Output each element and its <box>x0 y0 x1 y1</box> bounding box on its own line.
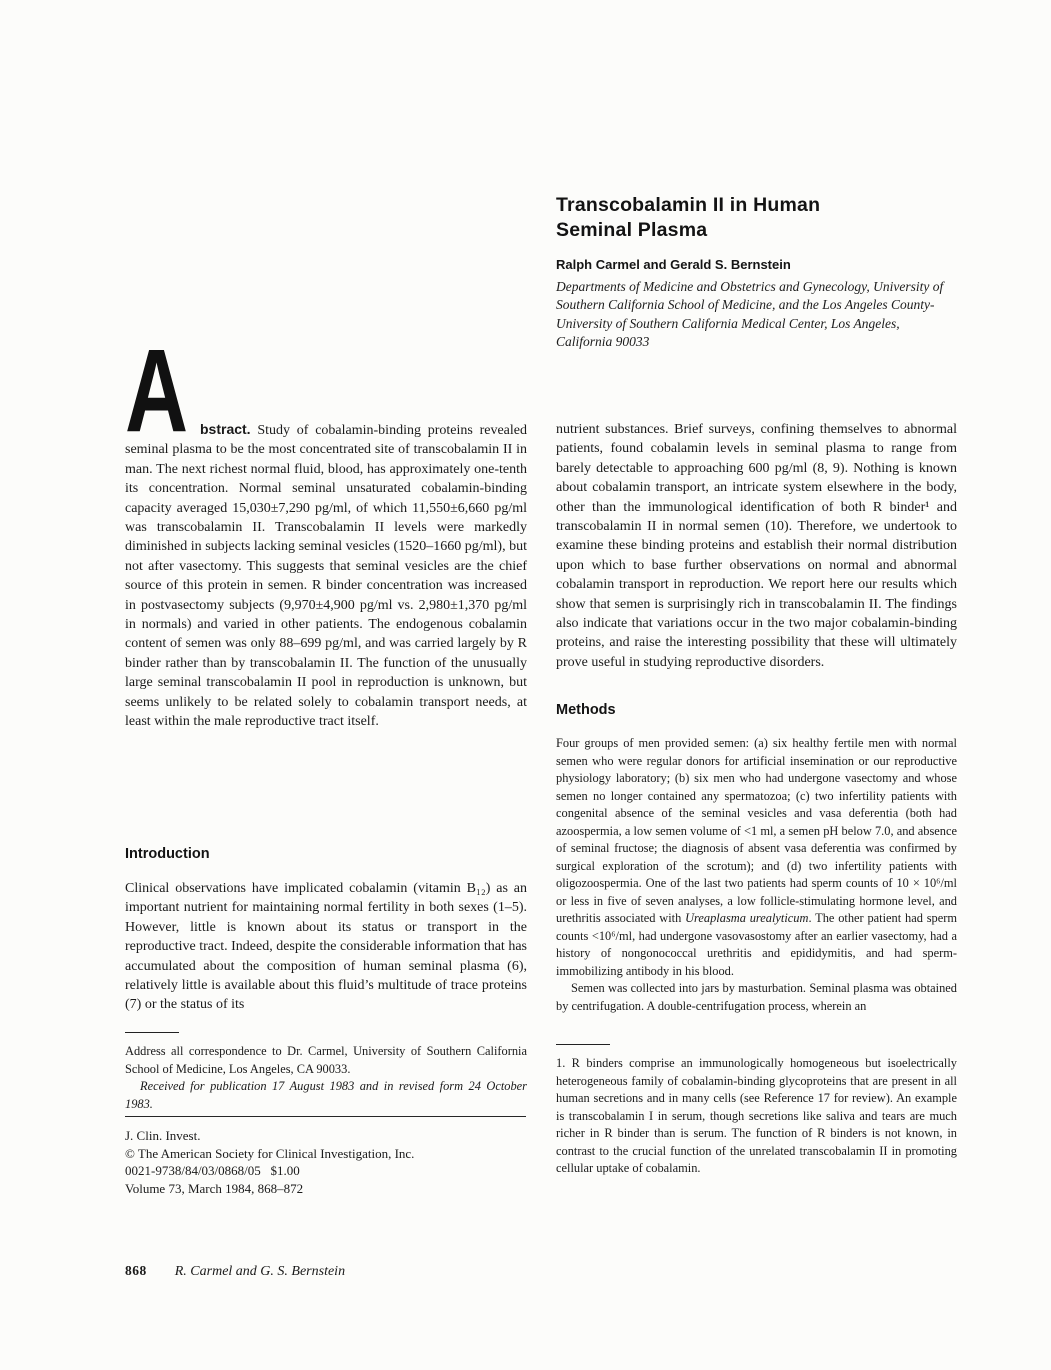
abstract-label: bstract. <box>200 421 251 437</box>
footnote-rule <box>125 1032 179 1033</box>
r-binder-footnote <box>556 1044 957 1178</box>
running-title: R. Carmel and G. S. Bernstein <box>174 1264 346 1279</box>
introduction-heading: Introduction <box>125 846 210 862</box>
methods-paragraph-1 <box>556 735 957 980</box>
introduction-paragraph-left: Clinical observations have implicated cobalamin (vitamin B₁₂) as an important nutrient for maintaining normal fertility in both sexes (1–5). However, little is known about its status or transport in the reproductive tract. Indeed, despite the considerable information that has accumulated about the composition of human seminal plasma (6), relatively little is available about this fluid’s multitude of trace proteins (7) or the status of its <box>125 881 527 1013</box>
article-title-line2: Seminal Plasma <box>556 219 708 241</box>
article-title <box>556 193 958 243</box>
r-binder-footnote-text: 1. R binders comprise an immunologically homogeneous but isoelectrically heterogeneous family of cobalamin-binding glycoproteins that are present in all human secretions and in many cells (see Reference 17 for review). An example is transcobalamin I in serum, though secretions like saliva and tears are much richer in R binder than is serum. The function of R binders is not known, in contrast to the crucial function of the unrelated transcobalamin II in promoting cellular uptake of cobalamin. <box>556 1056 957 1175</box>
journal-name: J. Clin. Invest. <box>125 1128 201 1143</box>
page-footer <box>125 1263 725 1280</box>
abstract-text: Study of cobalamin-binding proteins revealed seminal plasma to be the most concentrated site of transcobalamin II in man. The next richest normal fluid, blood, has approximately one-tenth its concentration. Normal seminal unsaturated cobalamin-binding capacity averaged 15,030±7,290 pg/ml, of which 11,550±6,660 pg/ml was transcobalamin II. Transcobalamin II levels were markedly diminished in subjects lacking seminal vesicles (1520–1660 pg/ml), but not after vasectomy. This suggests that seminal vesicles are the chief source of this protein in semen. R binder concentration was increased in postvasectomy subjects (9,970±4,900 pg/ml vs. 2,980±1,370 pg/ml in normals) and varied in other patients. The endogenous cobalamin content of semen was only 88–699 pg/ml, and was carried largely by R binder rather than by transcobalamin II. The function of the unusually large seminal transcobalamin II pool in reproduction is unknown, but seems unlikely to be related solely to cobalamin transport needs, at least within the male reproductive tract itself. <box>125 423 527 730</box>
journal-copyright: © The American Society for Clinical Investigation, Inc. <box>125 1145 415 1161</box>
journal-volume: Volume 73, March 1984, 868–872 <box>125 1180 304 1196</box>
correspondence-footnote <box>125 1032 527 1113</box>
abstract-section <box>125 325 527 732</box>
introduction-paragraph-right: nutrient substances. Brief surveys, confining themselves to abnormal patients, found cobalamin levels in seminal plasma to range from barely detectable to approaching 600 pg/ml (8, 9). Nothing is known about cobalamin transport, an intricate system elsewhere in the body, other than the immunological identification of both R binder¹ and transcobalamin II in normal semen (10). Therefore, we undertook to examine these binding proteins and establish their normal distribution upon which to base further observations on normal and abnormal cobalamin transport in reproduction. We report here our results which show that semen is surprisingly rich in transcobalamin II. The findings also indicate that variations occur in the two major cobalamin-binding proteins, and raise the interesting possibility that these will ultimately prove useful in studying reproductive disorders. <box>556 422 957 670</box>
methods-p1-post: . The other patient had sperm counts <10⁶/ml, had undergone vasovasostomy after an earlier vasectomy, had a history of nongonococcal urethritis and epididymitis, and had sperm-immobilizing antibody in his blood. <box>556 911 957 978</box>
footnote-rule <box>556 1044 610 1045</box>
page-number: 868 <box>125 1263 147 1278</box>
received-date-text: Received for publication 17 August 1983 and in revised form 24 October 1983. <box>125 1079 527 1111</box>
methods-p1-pre: Four groups of men provided semen: (a) six healthy fertile men with normal semen who were regular donors for artificial insemination or our reproductive physiology laboratory; (b) six men who had undergone vasectomy and whose semen no longer contained any spermatozoa; (c) two infertility patients with congenital absence of the seminal vesicles and vasa deferentia (both had azoospermia, a low semen volume of <1 ml, a semen pH below 7.0, and absence of seminal fructose; the diagnosis of absent vasa deferentia was confirmed by surgical exploration of the scrotum); and (d) two infertility patients with oligozoospermia. One of the last two patients had sperm counts of 10 × 10⁶/ml or less in five of seven analyses, a low follicle-stimulating hormone level, and urethritis associated with <box>556 736 957 925</box>
methods-paragraph-2: Semen was collected into jars by masturbation. Seminal plasma was obtained by centrifugation. A double-centrifugation process, wherein an <box>556 981 957 1013</box>
article-title-line1: Transcobalamin II in Human <box>556 194 821 216</box>
methods-heading: Methods <box>556 702 616 718</box>
methods-species-name: Ureaplasma urealyticum <box>685 911 809 925</box>
methods-section <box>556 735 957 1015</box>
title-block <box>556 193 958 352</box>
correspondence-text: Address all correspondence to Dr. Carmel, University of Southern California School of Medicine, Los Angeles, CA 90033. <box>125 1044 527 1076</box>
journal-imprint <box>125 1127 527 1197</box>
journal-issn-price: 0021-9738/84/03/0868/05 $1.00 <box>125 1163 300 1179</box>
author-names: Ralph Carmel and Gerald S. Bernstein <box>556 257 791 272</box>
author-affiliation: Departments of Medicine and Obstetrics and Gynecology, University of Southern California School of Medicine, and the Los Angeles County-University of Southern California Medical Center, Los Angeles, California 90033 <box>556 279 944 350</box>
abstract-dropcap: A <box>125 325 189 457</box>
imprint-divider-rule <box>125 1116 526 1117</box>
